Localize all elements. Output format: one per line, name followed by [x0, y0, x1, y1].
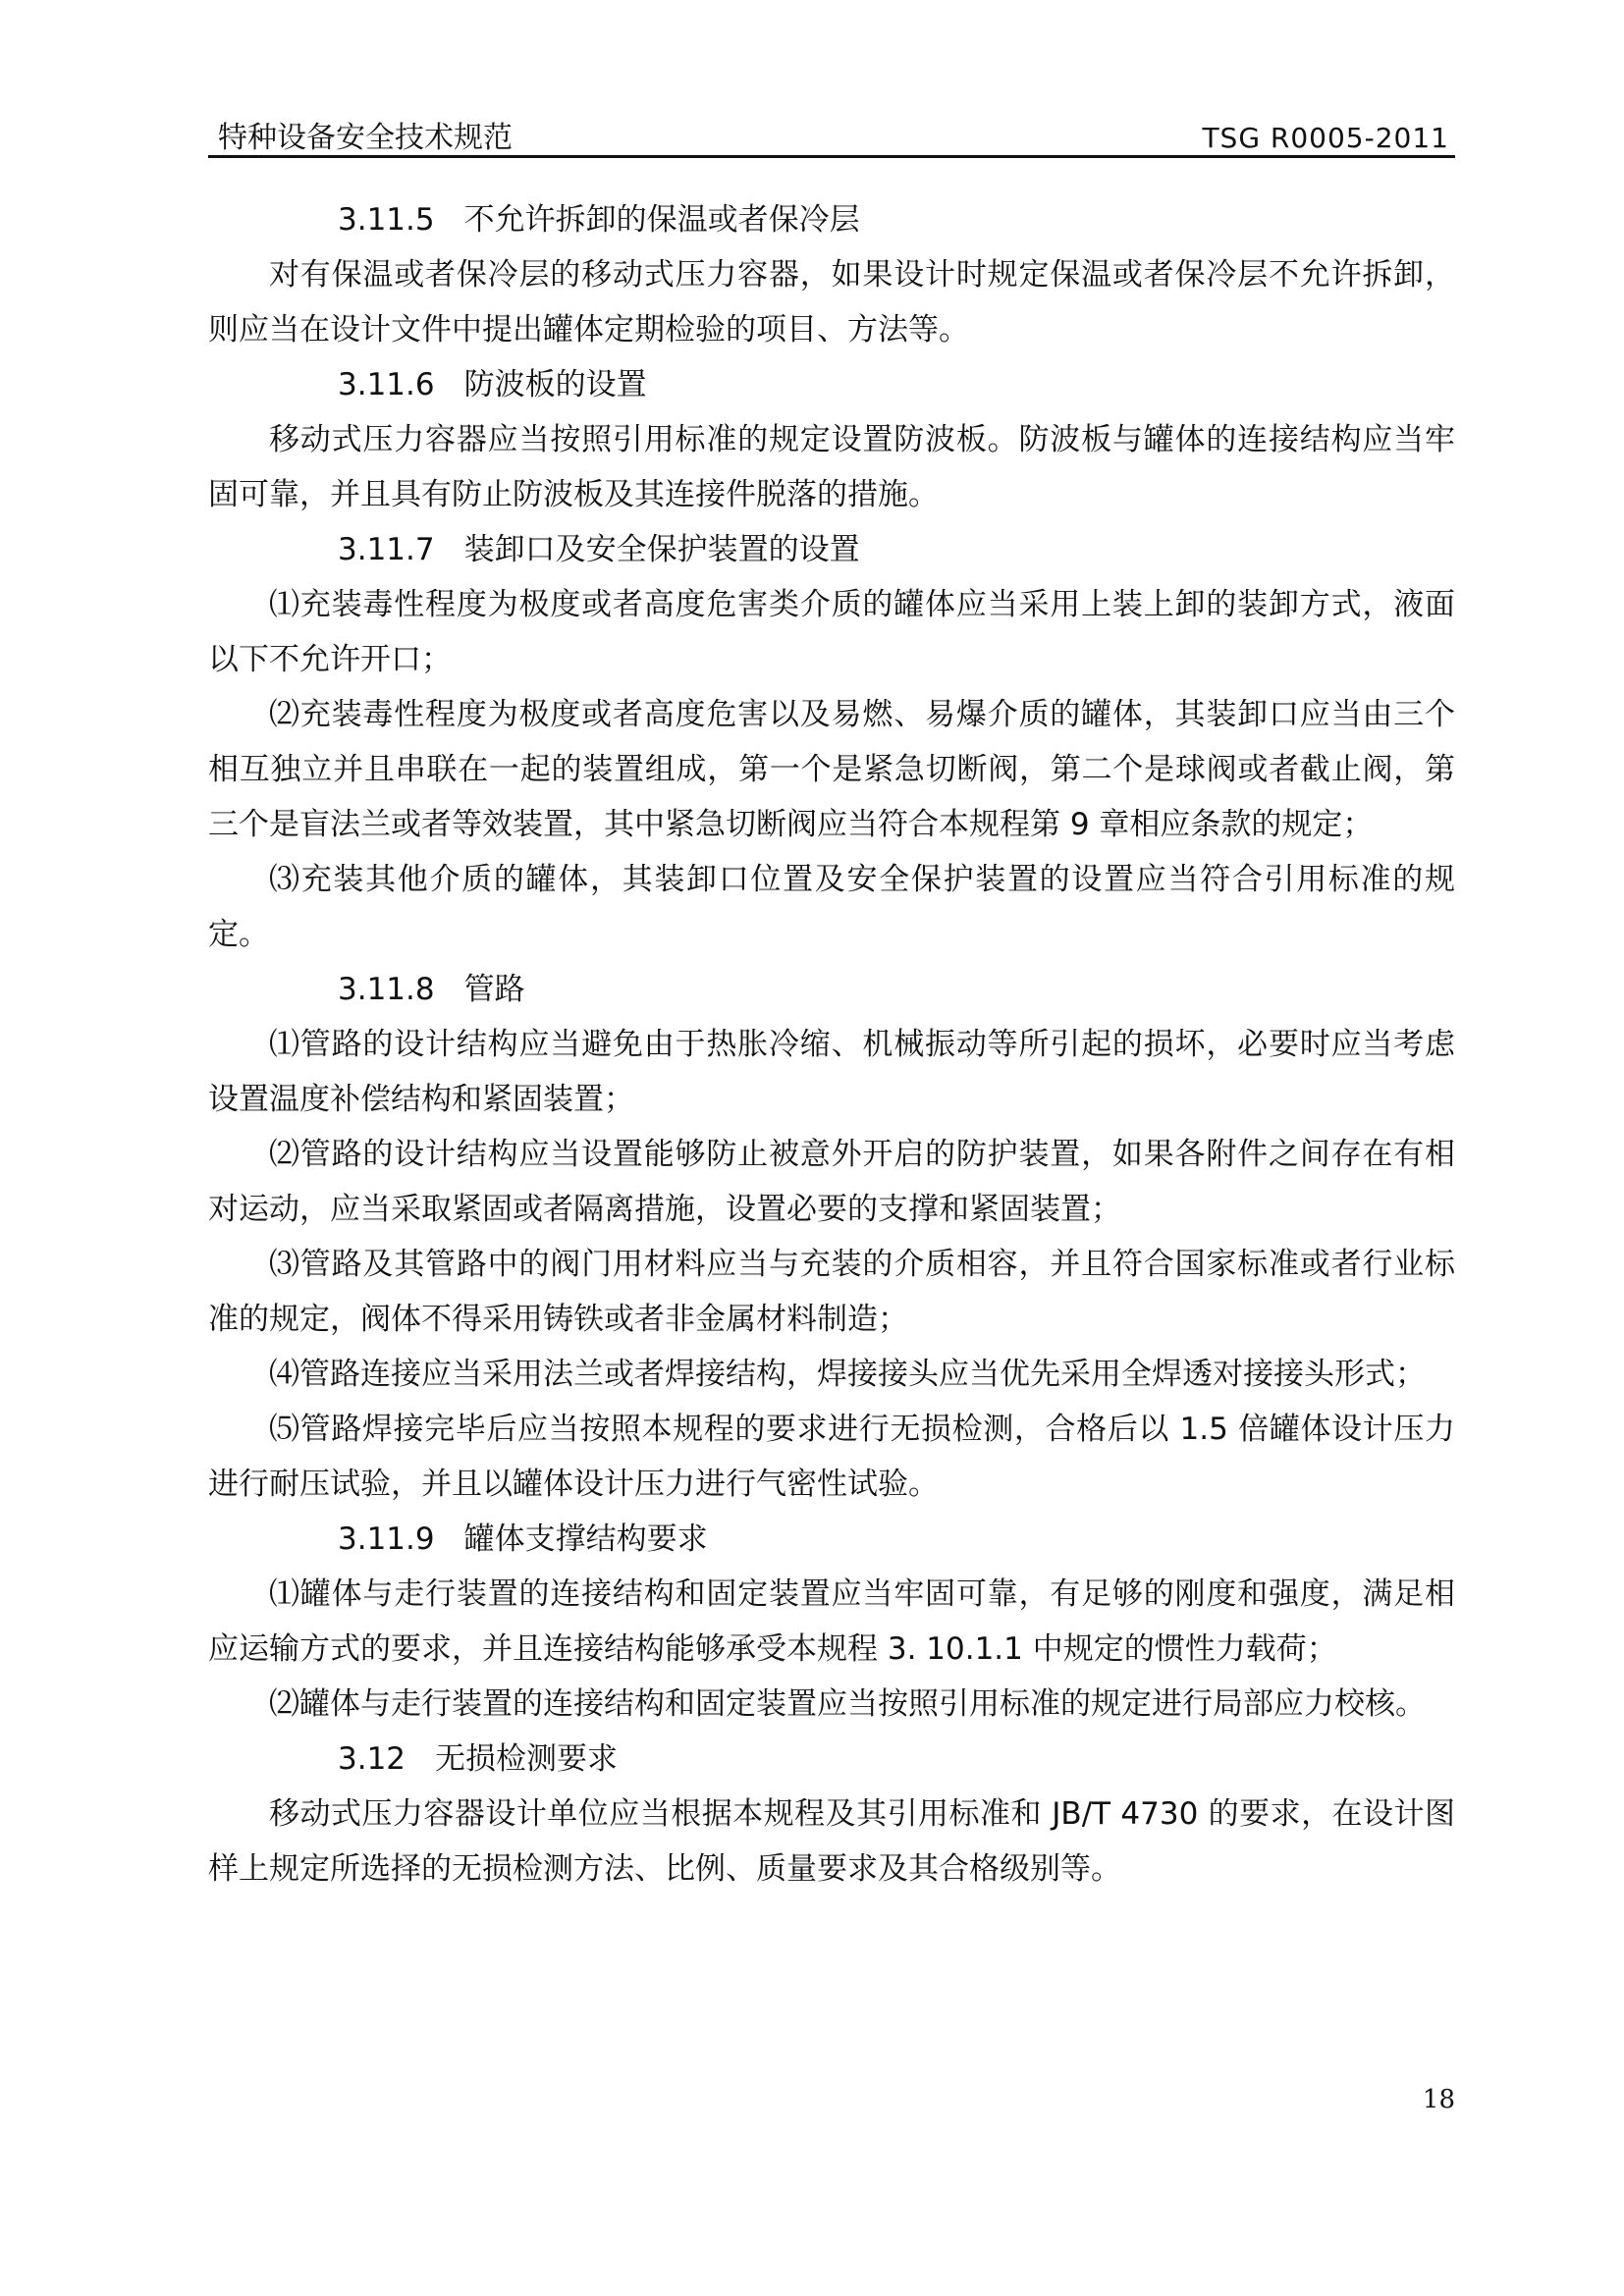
header-standard-code: TSG R0005-2011 [1202, 122, 1449, 154]
document-body [208, 192, 1455, 1896]
section-heading [208, 1732, 1455, 1787]
body-paragraph: ⑵管路的设计结构应当设置能够防止被意外开启的防护装置，如果各附件之间存在有相对运动，应当采取紧固或者隔离措施，设置必要的支撑和紧固装置； [208, 1137, 1455, 1227]
body-paragraph: 对有保温或者保冷层的移动式压力容器，如果设计时规定保温或者保冷层不允许拆卸，则应当在设计文件中提出罐体定期检验的项目、方法等。 [208, 257, 1455, 347]
body-paragraph: ⑵充装毒性程度为极度或者高度危害以及易燃、易爆介质的罐体，其装卸口应当由三个相互独立并且串联在一起的装置组成，第一个是紧急切断阀，第二个是球阀或者截止阀，第三个是盲法兰或者等效装置，其中紧急切断阀应当符合本规程第 9 章相应条款的规定； [208, 697, 1455, 842]
body-paragraph: 移动式压力容器应当按照引用标准的规定设置防波板。防波板与罐体的连接结构应当牢固可靠，并且具有防止防波板及其连接件脱落的措施。 [208, 422, 1455, 512]
section-number: 3.11.6 [338, 367, 435, 402]
header-divider [208, 155, 1455, 158]
body-paragraph: ⑵罐体与走行装置的连接结构和固定装置应当按照引用标准的规定进行局部应力校核。 [269, 1686, 1426, 1722]
section-title: 装卸口及安全保护装置的设置 [463, 532, 860, 567]
header-document-title: 特种设备安全技术规范 [218, 121, 513, 155]
section-heading [208, 192, 1455, 247]
body-paragraph: ⑶管路及其管路中的阀门用材料应当与充装的介质相容，并且符合国家标准或者行业标准的规定，阀体不得采用铸铁或者非金属材料制造； [208, 1247, 1455, 1337]
body-paragraph: ⑷管路连接应当采用法兰或者焊接结构，焊接接头应当优先采用全焊透对接接头形式； [269, 1357, 1426, 1392]
section-title: 管路 [463, 972, 525, 1007]
section-title: 无损检测要求 [435, 1741, 619, 1777]
section-number: 3.12 [338, 1741, 406, 1777]
body-paragraph: ⑶充装其他介质的罐体，其装卸口位置及安全保护装置的设置应当符合引用标准的规定。 [208, 862, 1455, 952]
section-title: 防波板的设置 [463, 367, 647, 402]
page-number: 18 [1422, 2085, 1455, 2114]
section-number: 3.11.8 [338, 972, 435, 1007]
section-number: 3.11.9 [338, 1522, 435, 1557]
section-title: 不允许拆卸的保温或者保冷层 [463, 202, 860, 238]
section-heading [208, 1512, 1455, 1567]
section-number: 3.11.5 [338, 202, 435, 238]
body-paragraph: ⑴管路的设计结构应当避免由于热胀冷缩、机械振动等所引起的损坏，必要时应当考虑设置温度补偿结构和紧固装置； [208, 1027, 1455, 1117]
section-heading [208, 357, 1455, 412]
body-paragraph: ⑴充装毒性程度为极度或者高度危害类介质的罐体应当采用上装上卸的装卸方式，液面以下不允许开口； [208, 587, 1455, 677]
section-title: 罐体支撑结构要求 [463, 1522, 708, 1557]
section-heading [208, 522, 1455, 577]
body-paragraph: ⑴罐体与走行装置的连接结构和固定装置应当牢固可靠，有足够的刚度和强度，满足相应运输方式的要求，并且连接结构能够承受本规程 3. 10.1.1 中规定的惯性力载荷； [208, 1576, 1455, 1667]
body-paragraph: 移动式压力容器设计单位应当根据本规程及其引用标准和 JB/T 4730 的要求，在设计图样上规定所选择的无损检测方法、比例、质量要求及其合格级别等。 [208, 1796, 1455, 1887]
body-paragraph: ⑸管路焊接完毕后应当按照本规程的要求进行无损检测，合格后以 1.5 倍罐体设计压力进行耐压试验，并且以罐体设计压力进行气密性试验。 [208, 1412, 1455, 1502]
section-number: 3.11.7 [338, 532, 435, 567]
section-heading [208, 962, 1455, 1017]
